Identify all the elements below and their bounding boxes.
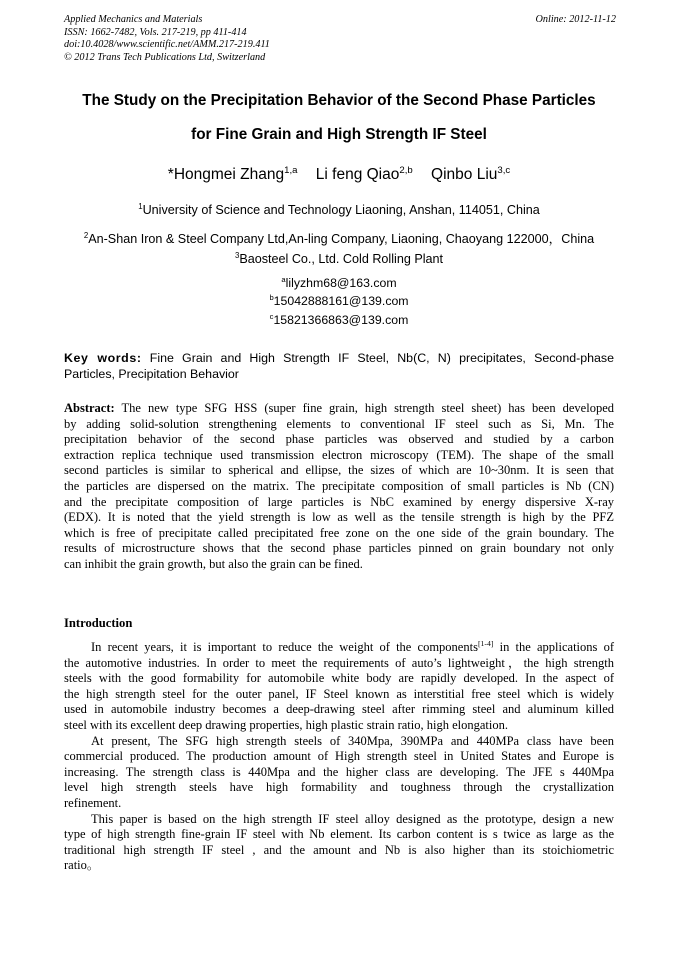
abstract-block: Abstract: The new type SFG HSS (super fine grain, high strength steel sheet) has been developed by adding solid-solution strengthening elements to conventional IF steel such as Si, Mn. The precipitation behavior of the second phase particles was observed and studied by a carbon extraction replica technique used transmission electron microscopy (TEM). The shape of the small second particles is similar to spherical and ellipse, the sizes of which are 10~30nm. It is seen that the particles are dispersed on the matrix. The precipitate composition of small particles is Nb (CN) and the precipitate composition of large particles is NbC examined by energy dispersive X-ray (EDX). It is noted that the yield strength is low as well as the tensile strength is high by the PFZ which is free of precipitate called precipitated free zone on the one side of the grain boundary. The results of microstructure shows that the second phase particles pinned on grain boundary not only can inhibit the grain growth, but also the grain can be fined. bbox=[64, 401, 614, 571]
journal-name: Applied Mechanics and Materials bbox=[64, 14, 203, 25]
issn-line: ISSN: 1662-7482, Vols. 217-219, pp 411-414 bbox=[64, 26, 247, 38]
author-list bbox=[0, 166, 678, 184]
paragraph-line: At present, The SFG high strength steels of 340Mpa, 390MPa and 440MPa class have been bbox=[91, 733, 614, 748]
paragraph-line: refinement. bbox=[64, 795, 122, 810]
paragraph-line: used in automobile industry becomes a deep-drawing steel after rimming steel and aluminum killed bbox=[64, 702, 614, 717]
affiliation: $^3$Baosteel Co., Ltd. Cold Rolling Plant bbox=[234, 250, 444, 266]
paragraph-line: level high strength steels have high formability and toughness through the crystallization bbox=[64, 780, 614, 795]
abstract-line: by adding solid-solution strengthening elements to conventional IF steel such as Si, Mn. The bbox=[64, 416, 614, 431]
doi-line: doi:10.4028/www.scientific.net/AMM.217-219.411 bbox=[64, 39, 270, 50]
abstract-line: can inhibit the grain growth, but also the grain can be fined. bbox=[64, 556, 363, 571]
online-date: Online: 2012-11-12 bbox=[535, 14, 616, 25]
email-line: $^b$15042888161@139.com bbox=[269, 292, 409, 308]
journal-header bbox=[64, 14, 616, 64]
paragraph-line: ratio。 bbox=[64, 858, 100, 873]
copyright-line: © 2012 Trans Tech Publications Ltd, Switzerland bbox=[64, 51, 266, 63]
author: *Hongmei Zhang$^{1,a}$ bbox=[167, 164, 298, 183]
abstract-label: Abstract: bbox=[64, 401, 115, 415]
affiliation: $^1$University of Science and Technology Liaoning, Anshan, 114051, China bbox=[138, 201, 540, 217]
paper-title-line-2: for Fine Grain and High Strength IF Steel bbox=[191, 126, 487, 143]
keywords-text: Particles, Precipitation Behavior bbox=[64, 367, 239, 381]
abstract-line: (EDX). It is noted that the yield strength is low as well as the tensile strength is high by the PFZ bbox=[64, 510, 614, 525]
paragraph-line: the high strength steel for the outer panel, IF Steel known as interstitial free steel which is widely bbox=[64, 686, 614, 701]
email-line: $^c$15821366863@139.com bbox=[269, 311, 409, 327]
paragraph-line: steels with the good formability for automobile white body are rapidly developed. In the aspect of bbox=[64, 671, 614, 686]
paragraph-line: increasing. The strength class is 440Mpa and the higher class are developing. The JFE s 440Mpa bbox=[64, 764, 614, 779]
keywords-text: Fine Grain and High Strength IF Steel, Nb(C, N) precipitates, Second-phase bbox=[149, 351, 614, 365]
abstract-line: the particles are dispersed on the matrix. The precipitate composition of small particles is Nb (CN) bbox=[64, 478, 614, 493]
abstract-line: and the precipitate composition of large particles is NbC examined by energy dispersive X-ray bbox=[64, 494, 614, 509]
paragraph-line: type of high strength fine-grain IF steel with Nb element. Its carbon content is s twice as large as the bbox=[64, 827, 614, 842]
paragraph-line: traditional high strength IF steel , and the amount and Nb is also higher than its stoichiometric bbox=[64, 842, 614, 857]
abstract-line: second particles is similar to spherical and ellipse, the sizes of which are 10~30nm. It is seen that bbox=[64, 463, 614, 478]
paper-title-line-1: The Study on the Precipitation Behavior of the Second Phase Particles bbox=[82, 92, 596, 109]
paragraph-line: This paper is based on the high strength IF steel alloy designed as the prototype, design a new bbox=[91, 811, 614, 826]
paragraph-line: the automotive industries. In order to meet the requirements of auto’s lightweight，the high strength bbox=[64, 655, 614, 670]
email-line: $^a$lilyzhm68@163.com bbox=[281, 274, 397, 290]
introduction-heading: Introduction bbox=[64, 616, 133, 630]
introduction-body bbox=[64, 640, 614, 874]
paragraph-line: In recent years, it is important to reduce the weight of the components[1-4] in the applications of bbox=[91, 638, 614, 654]
keywords-label: Key words: bbox=[64, 351, 142, 365]
paragraph-line: commercial produced. The production amount of High strength steel in United States and Europe is bbox=[64, 749, 614, 764]
abstract-line: extraction replica technique used transmission electron microscopy (TEM). The shape of the small bbox=[64, 447, 614, 462]
author: Li feng Qiao$^{2,b}$ bbox=[315, 164, 413, 183]
keywords-block bbox=[64, 350, 614, 382]
affiliation: $^2$An-Shan Iron & Steel Company Ltd,An-ling Company, Liaoning, Chaoyang 122000，China bbox=[83, 230, 595, 246]
abstract-line: which is free of precipitate called precipitated free zone on the one side of the grain boundary. The bbox=[64, 525, 614, 540]
abstract-line: results of microstructure shows that the second phase particles pinned on grain boundary not only bbox=[64, 541, 614, 556]
abstract-line: precipitation behavior of the second phase particles was observed and studied by a carbon bbox=[64, 432, 614, 447]
author: Qinbo Liu$^{3,c}$ bbox=[431, 164, 511, 183]
paragraph-line: steel with its excellent deep drawing properties, high plastic strain ratio, high elongation. bbox=[64, 717, 508, 732]
